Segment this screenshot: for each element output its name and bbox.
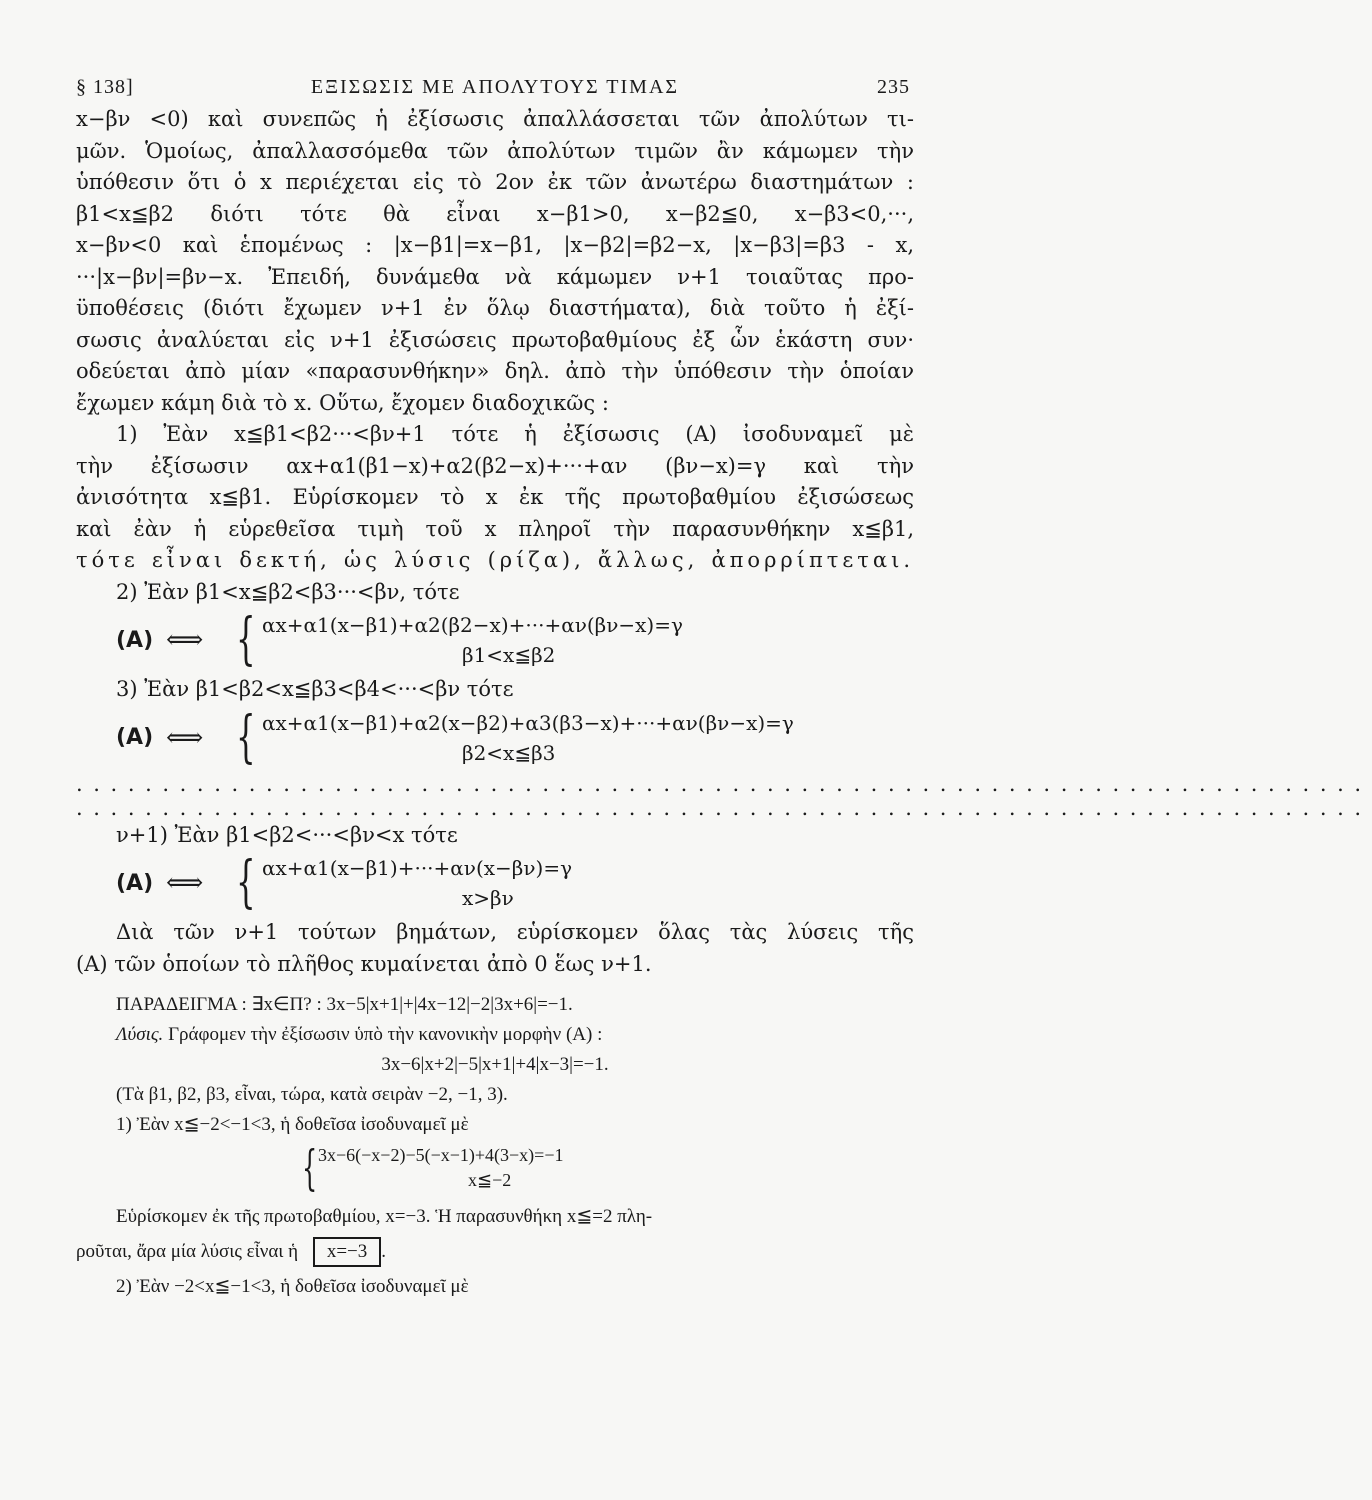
system-equation: αx+α1(x−β1)+α2(x−β2)+α3(β3−x)+···+αν(βν−x)=γ	[262, 710, 794, 735]
equation-system	[116, 850, 914, 915]
book-page	[76, 70, 1372, 1302]
left-brace-icon: {	[236, 704, 256, 770]
text-line: μῶν. Ὁμοίως, ἀπαλλασσόμεθα τῶν ἀπολύτων τιμῶν ἂν κάμωμεν τὴν	[76, 138, 914, 163]
page-header	[76, 70, 914, 104]
intro-paragraph	[76, 104, 914, 419]
equation-system	[116, 607, 914, 672]
answer-line: ροῦται, ἄρα μία λύσις εἶναι ἡ x=−3 .	[76, 1232, 914, 1272]
case-3	[76, 674, 914, 768]
text-line: σωσις ἀναλύεται εἰς ν+1 ἐξισώσεις πρωτοβαθμίους ἐξ ὧν ἑκάστη συν·	[76, 327, 914, 352]
text-line: ϋποθέσεις (διότι ἔχωμεν ν+1 ἐν ὅλῳ διαστήματα), διὰ τοῦτο ἡ ἐξί-	[76, 296, 914, 320]
boxed-answer: x=−3	[313, 1237, 381, 1267]
text-line: ἀνισότητα x≦β1. Εὑρίσκομεν τὸ x ἐκ τῆς πρωτοβαθμίου ἐξισώσεως	[76, 485, 914, 509]
case-intro: 3) Ἐὰν β1<β2<x≦β3<β4<···<βν τότε	[116, 677, 514, 701]
text-line: ···|x−βν|=βν−x. Ἐπειδή, δυνάμεθα νὰ κάμωμεν ν+1 τοιαῦτας προ-	[76, 264, 914, 289]
text-line: x−βν<0 καὶ ἑπομένως : |x−β1|=x−β1, |x−β2|=β2−x, |x−β3|=β3 - x,	[76, 233, 914, 257]
satisfied-text: ροῦται, ἄρα μία λύσις εἶναι ἡ	[76, 1241, 299, 1262]
text-line: τὴν ἐξίσωσιν αx+α1(β1−x)+α2(β2−x)+···+αν (βν−x)=γ καὶ τὴν	[76, 453, 914, 478]
ellipsis-row: ...........................................................................	[76, 795, 1372, 820]
case-intro: ν+1) Ἐὰν β1<β2<···<βν<x τότε	[116, 822, 458, 847]
text-line: 1) Ἐὰν x≦β1<β2···<βν+1 τότε ἡ ἐξίσωσις (A) ἰσοδυναμεῖ μὲ	[116, 422, 914, 446]
system-label: (A)	[116, 627, 154, 653]
running-title: ΕΞΙΣΩΣΙΣ ΜΕ ΑΠΟΛΥΤΟΥΣ ΤΙΜΑΣ	[310, 76, 680, 98]
system-label: (A)	[116, 870, 154, 896]
text-line: x−βν <0) καὶ συνεπῶς ἡ ἐξίσωσις ἀπαλλάσσεται τῶν ἀπολύτων τι-	[76, 107, 914, 131]
text-line: καὶ ἐὰν ἡ εὑρεθεῖσα τιμὴ τοῦ x πληροῖ τὴν παρασυνθήκην x≦β1,	[76, 516, 914, 541]
text-line: β1<x≦β2 διότι τότε θὰ εἶναι x−β1>0, x−β2≦0, x−β3<0,···,	[76, 201, 914, 226]
text-line: Διὰ τῶν ν+1 τούτων βημάτων, εὑρίσκομεν ὅλας τὰς λύσεις τῆς	[116, 920, 914, 944]
betas-note: (Τὰ β1, β2, β3, εἶναι, τώρα, κατὰ σειρὰν −2, −1, 3).	[116, 1084, 508, 1105]
text-line: ὑπόθεσιν ὅτι ὁ x περιέχεται εἰς τὸ 2ον ἐκ τῶν ἀνωτέρω διαστημάτων :	[76, 170, 914, 194]
case-2	[76, 577, 914, 671]
solution-line	[76, 1020, 914, 1050]
system-condition: β1<x≦β2	[462, 643, 556, 667]
equation-system	[116, 704, 914, 770]
page-number: 235	[877, 76, 910, 98]
text-line: ἔχωμεν κάμη διὰ τὸ x. Οὕτω, ἔχομεν διαδοχικῶς :	[76, 390, 609, 415]
left-brace-icon: {	[302, 1140, 318, 1196]
text-line: τότε εἶναι δεκτή, ὡς λύσις (ρίζα), ἄλλως, ἀπορρίπτεται.	[76, 548, 914, 572]
section-number: § 138]	[76, 76, 134, 98]
ellipsis-row: ...........................................................................	[76, 771, 1372, 796]
system-label: (A)	[116, 725, 154, 750]
system-equation: αx+α1(x−β1)+α2(β2−x)+···+αν(βν−x)=γ	[262, 613, 683, 637]
equivalence-arrow-icon: ⟺	[166, 868, 204, 898]
example-section	[76, 990, 914, 1302]
case-n-plus-1	[76, 820, 914, 914]
canonical-form: 3x−6|x+2|−5|x+1|+4|x−3|=−1.	[381, 1054, 609, 1075]
example-system	[302, 1140, 914, 1196]
left-brace-icon: {	[236, 850, 256, 915]
text-line: οδεύεται ἀπὸ μίαν «παρασυνθήκην» δηλ. ἀπὸ τὴν ὑπόθεσιν τὴν ὁποίαν	[76, 359, 914, 383]
equivalence-arrow-icon: ⟺	[166, 722, 204, 753]
step-2: 2) Ἐὰν −2<x≦−1<3, ἡ δοθεῖσα ἰσοδυναμεῖ μὲ	[116, 1276, 469, 1297]
conclusion	[76, 917, 914, 980]
solution-label: Λύσις.	[116, 1024, 164, 1045]
solution-text: Γράφομεν τὴν ἐξίσωσιν ὑπὸ τὴν κανονικὴν μορφὴν (A) :	[163, 1024, 603, 1045]
system-equation: 3x−6(−x−2)−5(−x−1)+4(3−x)=−1	[318, 1145, 564, 1165]
system-condition: x>βν	[462, 886, 514, 910]
left-brace-icon: {	[236, 607, 256, 672]
text-line: (A) τῶν ὁποίων τὸ πλῆθος κυμαίνεται ἀπὸ 0 ἕως ν+1.	[76, 951, 652, 976]
equivalence-arrow-icon: ⟺	[166, 625, 204, 655]
system-condition: x≦−2	[468, 1170, 512, 1190]
case-intro: 2) Ἐὰν β1<x≦β2<β3···<βν, τότε	[116, 579, 460, 604]
found-line: Εὑρίσκομεν ἐκ τῆς πρωτοβαθμίου, x=−3. Ἡ παρασυνθήκη x≦=2 πλη-	[116, 1206, 653, 1227]
system-equation: αx+α1(x−β1)+···+αν(x−βν)=γ	[262, 856, 573, 880]
step-1: 1) Ἐὰν x≦−2<−1<3, ἡ δοθεῖσα ἰσοδυναμεῖ μὲ	[116, 1114, 469, 1135]
case-1	[76, 419, 914, 577]
system-condition: β2<x≦β3	[462, 740, 556, 765]
example-heading: ΠΑΡΑΔΕΙΓΜΑ : ∃x∈Π? : 3x−5|x+1|+|4x−12|−2|3x+6|=−1.	[116, 994, 573, 1015]
